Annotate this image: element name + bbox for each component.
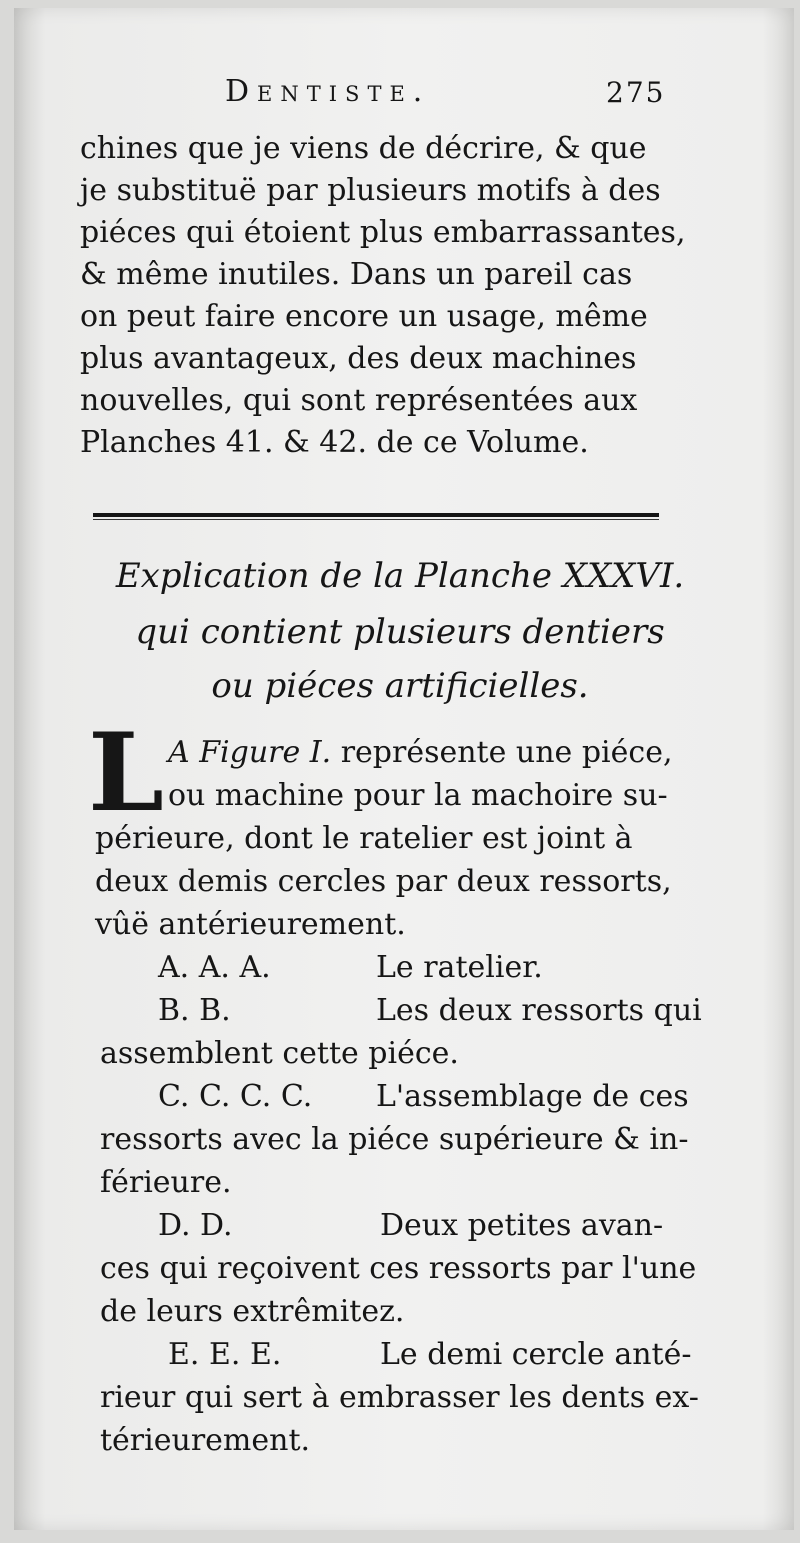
text-line: Planches 41. & 42. de ce Volume.	[80, 425, 589, 460]
legend-key: A. A. A.	[158, 950, 271, 985]
page-number: 275	[606, 76, 666, 109]
legend-key: D. D.	[158, 1208, 233, 1243]
text-line: on peut faire encore un usage, même	[80, 299, 648, 334]
intro-line: deux demis cercles par deux ressorts,	[95, 864, 672, 899]
caption-line: qui contient plusieurs dentiers	[135, 612, 665, 652]
text-line: & même inutiles. Dans un pareil cas	[80, 257, 633, 292]
section-rule-thin	[93, 519, 659, 520]
intro-line: A Figure I. représente une piéce,	[168, 735, 673, 770]
legend-continuation: rieur qui sert à embrasser les dents ex-	[100, 1380, 699, 1415]
caption-line: Explication de la Planche XXXVI.	[115, 556, 685, 596]
legend-key: E. E. E.	[168, 1337, 282, 1372]
legend-continuation: de leurs extrêmitez.	[100, 1294, 405, 1329]
text-line: nouvelles, qui sont représentées aux	[80, 383, 638, 418]
legend-continuation: ces qui reçoivent ces ressorts par l'une	[100, 1251, 697, 1286]
legend-text: Le demi cercle anté-	[380, 1337, 692, 1372]
legend-key: B. B.	[158, 993, 231, 1028]
intro-line: périeure, dont le ratelier est joint à	[95, 821, 633, 856]
intro-line: vûë antérieurement.	[95, 907, 406, 942]
text-line: je substituë par plusieurs motifs à des	[80, 173, 661, 208]
text-line: piéces qui étoient plus embarrassantes,	[80, 215, 686, 250]
legend-continuation: térieurement.	[100, 1423, 311, 1458]
legend-text: L'assemblage de ces	[376, 1079, 689, 1114]
legend-text: Les deux ressorts qui	[376, 993, 702, 1028]
legend-continuation: ressorts avec la piéce supérieure & in-	[100, 1122, 689, 1157]
intro-line: ou machine pour la machoire su-	[168, 778, 668, 813]
text-line: plus avantageux, des deux machines	[80, 341, 637, 376]
legend-text: Deux petites avan-	[380, 1208, 664, 1243]
legend-key: C. C. C. C.	[158, 1079, 313, 1114]
legend-continuation: férieure.	[100, 1165, 232, 1200]
running-head: Dentiste.	[225, 74, 431, 109]
page-header	[0, 74, 800, 124]
section-rule	[93, 513, 659, 517]
legend-continuation: assemblent cette piéce.	[100, 1036, 459, 1071]
text-line: chines que je viens de décrire, & que	[80, 131, 647, 166]
caption-line: ou piéces artificielles.	[211, 666, 589, 706]
legend-text: Le ratelier.	[376, 950, 543, 985]
drop-cap: L	[88, 710, 164, 836]
